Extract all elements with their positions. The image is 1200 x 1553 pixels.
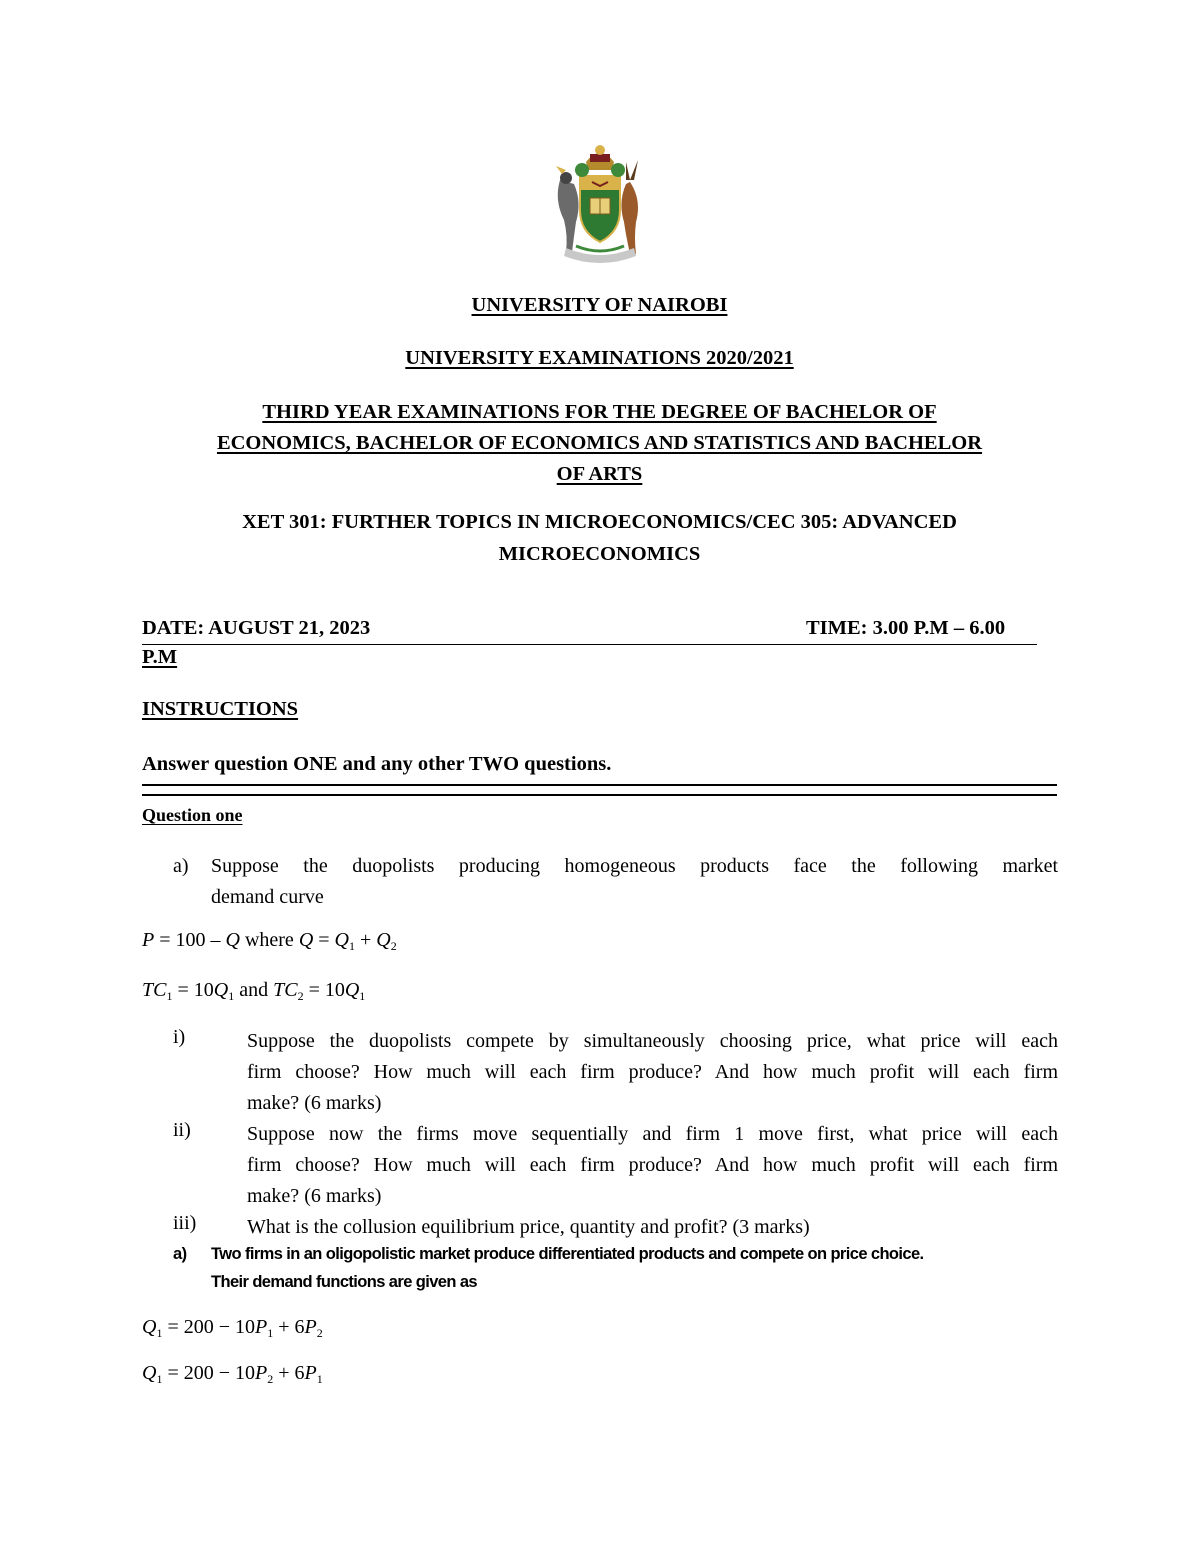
exam-time-continued: P.M [142,646,178,668]
item-ii-line-2: firm choose? How much will each firm produce? And how much profit will each firm [247,1154,1058,1176]
part-b-label: a) [173,1245,187,1263]
eq4-p2: P [304,1362,317,1384]
exam-time: TIME: 3.00 P.M – 6.00 [806,617,1006,639]
eq4-q: Q [142,1362,157,1384]
course-title [142,506,1057,570]
question-one-title: Question one [142,805,243,825]
item-i-line-3: make? (6 marks) [247,1092,382,1114]
item-i-line-1: Suppose the duopolists compete by simultaneously choosing price, what price will each [247,1030,1058,1052]
degree-title [142,397,1057,490]
part-b-line-2: Their demand functions are given as [211,1273,477,1291]
eq4-p2-sub: 1 [316,1372,323,1386]
item-iii-text [247,1212,1058,1243]
instructions-title: INSTRUCTIONS [142,698,299,720]
eq1-const: = 100 – [154,929,226,951]
eq4-plus: + 6 [273,1362,305,1384]
item-ii-line-1: Suppose now the firms move sequentially and firm 1 move first, what price will each [247,1123,1058,1145]
eq2-qb-sub: 1 [359,989,366,1003]
exam-title: UNIVERSITY EXAMINATIONS 2020/2021 [405,347,794,369]
eq1-plus: + [355,929,377,951]
eq1-q: Q [225,929,240,951]
degree-title-line-3: OF ARTS [556,463,643,485]
eq2-mid1: = 10 [172,979,214,1001]
item-iii-number: iii) [173,1212,197,1234]
part-a-text [211,851,1058,913]
eq1-q2: Q [376,929,391,951]
eq1-q1-sub: 1 [349,939,355,953]
eq2-mid2: = 10 [303,979,345,1001]
crest-icon [546,140,654,268]
eq2-tc2-sub: 2 [297,989,304,1003]
eq1-q1: Q [334,929,349,951]
item-ii-text [247,1119,1058,1212]
eq1-q-total: Q [298,929,314,951]
part-b-text [211,1240,1071,1296]
eq3-q: Q [142,1316,157,1338]
eq3-plus: + 6 [273,1316,305,1338]
item-i-line-2: firm choose? How much will each firm produce? And how much profit will each firm [247,1061,1058,1083]
eq1-p: P [142,929,155,951]
university-name: UNIVERSITY OF NAIROBI [471,294,728,316]
course-title-line-2: MICROECONOMICS [498,543,701,565]
demand-function-1 [142,1316,323,1341]
part-a-label: a) [173,855,189,877]
eq3-p1: P [255,1316,268,1338]
eq2-qb: Q [344,979,360,1001]
university-crest [546,140,654,268]
degree-title-line-1: THIRD YEAR EXAMINATIONS FOR THE DEGREE OF BACHELOR OF [262,401,937,423]
item-i-number: i) [173,1026,186,1048]
part-a-line-1: Suppose the duopolists producing homogeneous products face the following market [211,855,1058,877]
eq1-q2-sub: 2 [390,939,397,953]
eq2-tc2: TC [273,979,298,1001]
item-iii-line-1: What is the collusion equilibrium price, quantity and profit? (3 marks) [247,1216,810,1238]
eq3-mid: = 200 − 10 [162,1316,256,1338]
demand-equation [142,929,397,954]
eq2-tc1-sub: 1 [166,989,173,1003]
eq1-where: where [239,929,299,951]
eq3-p1-sub: 1 [267,1326,274,1340]
eq2-qa-sub: 1 [228,989,235,1003]
eq3-q-sub: 1 [156,1326,163,1340]
eq2-tc1: TC [142,979,167,1001]
degree-title-line-2: ECONOMICS, BACHELOR OF ECONOMICS AND STATISTICS AND BACHELOR [216,432,983,454]
course-title-line-1: XET 301: FURTHER TOPICS IN MICROECONOMICS/CEC 305: ADVANCED [242,511,957,533]
demand-function-2 [142,1362,323,1387]
item-i-text [247,1026,1058,1119]
part-a-line-2: demand curve [211,886,324,908]
cost-equation [142,979,365,1004]
eq4-p1-sub: 2 [267,1372,274,1386]
eq2-and: and [234,979,274,1001]
eq4-q-sub: 1 [156,1372,163,1386]
instructions-text: Answer question ONE and any other TWO questions. [142,753,612,775]
eq2-qa: Q [213,979,229,1001]
item-ii-number: ii) [173,1119,191,1141]
instructions-separator [142,784,1057,796]
eq3-p2: P [304,1316,317,1338]
exam-date: DATE: AUGUST 21, 2023 [142,617,371,639]
part-b-line-1: Two firms in an oligopolistic market produce differentiated products and compete on price choice. [211,1245,924,1263]
eq4-mid: = 200 − 10 [162,1362,256,1384]
item-ii-line-3: make? (6 marks) [247,1185,382,1207]
eq3-p2-sub: 2 [316,1326,323,1340]
eq4-p1: P [255,1362,268,1384]
eq1-equals: = [313,929,335,951]
